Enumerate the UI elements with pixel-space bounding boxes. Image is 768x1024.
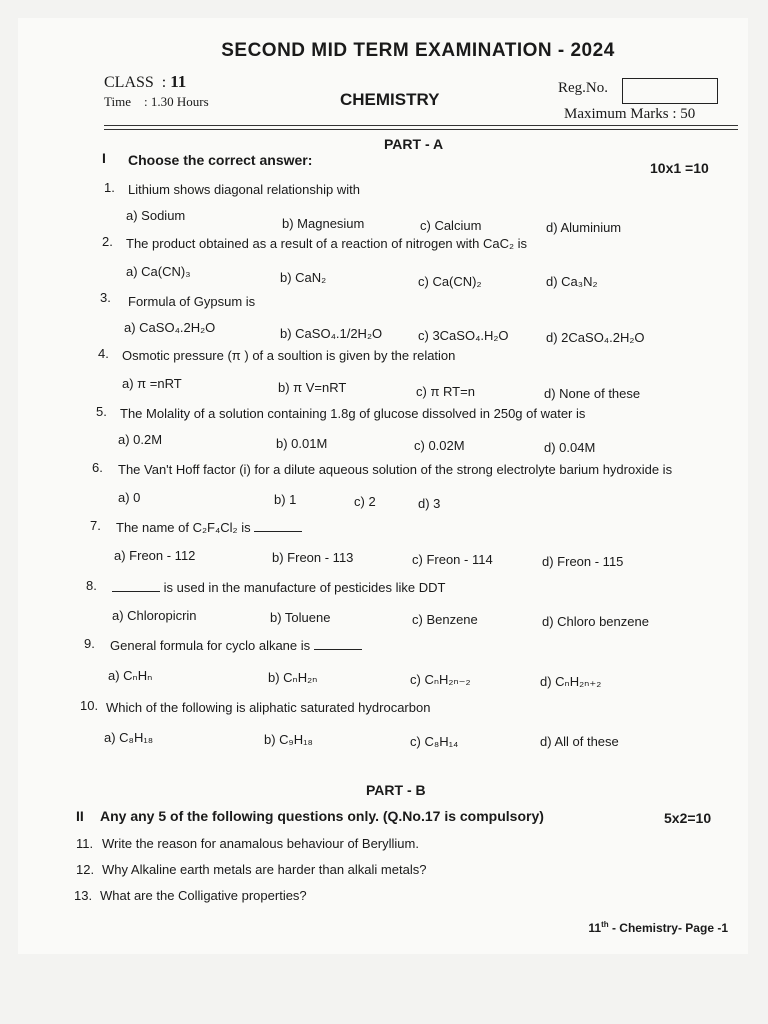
- option-c: c) Benzene: [412, 612, 478, 627]
- question-text: The name of C₂F₄Cl₂ is: [116, 520, 251, 535]
- option-c: c) C₈H₁₄: [410, 734, 459, 749]
- question-blank-line: [112, 580, 445, 595]
- time-label: Time: [104, 94, 131, 109]
- option-c: c) 0.02M: [414, 438, 465, 453]
- class-label: CLASS: [104, 74, 154, 91]
- question-number: 9.: [84, 636, 95, 651]
- time-info: Time : 1.30 Hours: [104, 94, 209, 109]
- footer-class-number: 11: [588, 921, 602, 935]
- option-a: a) CₙHₙ: [108, 668, 153, 683]
- option-c: c) CₙH₂ₙ₋₂: [410, 672, 471, 687]
- exam-sheet: [18, 18, 748, 954]
- option-a: a) π =nRT: [122, 376, 182, 391]
- part-a-heading: PART - A: [384, 136, 444, 152]
- question-number: 8.: [86, 578, 97, 593]
- question-text: Lithium shows diagonal relationship with: [128, 182, 360, 197]
- question-number: 7.: [90, 518, 101, 533]
- question-text: The Van't Hoff factor (i) for a dilute aqueous solution of the strong electrolyte barium hydroxide is: [118, 462, 673, 477]
- option-a: a) Freon - 112: [114, 548, 196, 563]
- exam-title: SECOND MID TERM EXAMINATION - 2024: [221, 40, 615, 61]
- option-c: c) Ca(CN)₂: [418, 274, 482, 289]
- question-number: 3.: [100, 290, 111, 305]
- part-b-heading: PART - B: [366, 782, 426, 798]
- option-b: b) C₉H₁₈: [264, 732, 313, 747]
- option-b: b) CaN₂: [280, 270, 327, 285]
- option-a: a) Chloropicrin: [112, 608, 197, 623]
- part-a-instruction: Choose the correct answer:: [128, 152, 313, 168]
- question-number: 2.: [102, 234, 113, 249]
- question-number: 13.: [74, 888, 93, 903]
- option-b: b) Magnesium: [282, 216, 365, 231]
- answer-blank: [314, 649, 362, 650]
- class-info: CLASS : 11: [104, 72, 187, 91]
- option-d: d) 3: [418, 496, 441, 511]
- option-d: d) CₙH₂ₙ₊₂: [540, 674, 602, 689]
- option-c: c) 2: [354, 494, 376, 509]
- option-d: d) All of these: [540, 734, 619, 749]
- reg-no-label: Reg.No.: [558, 80, 608, 96]
- option-b: b) CaSO₄.1/2H₂O: [280, 326, 383, 341]
- option-b: b) 1: [274, 492, 297, 507]
- question-text: Osmotic pressure (π ) of a soultion is given by the relation: [122, 348, 456, 363]
- option-c: c) Calcium: [420, 218, 482, 233]
- question-text: Formula of Gypsum is: [128, 294, 256, 309]
- option-a: a) Sodium: [126, 208, 186, 223]
- option-d: d) Ca₃N₂: [546, 274, 598, 289]
- question-number: 10.: [80, 698, 99, 713]
- subject-title: CHEMISTRY: [340, 90, 440, 109]
- answer-blank: [254, 531, 302, 532]
- question-blank-line: [116, 520, 302, 535]
- option-a: a) C₈H₁₈: [104, 730, 154, 745]
- option-a: a) 0.2M: [118, 432, 163, 447]
- section-roman-numeral: II: [76, 808, 84, 824]
- question-number: 5.: [96, 404, 107, 419]
- option-c: c) Freon - 114: [412, 552, 493, 567]
- option-d: d) Chloro benzene: [542, 614, 649, 629]
- question-text: Which of the following is aliphatic saturated hydrocarbon: [106, 700, 431, 715]
- option-d: d) None of these: [544, 386, 641, 401]
- question-number: 6.: [92, 460, 103, 475]
- question-text: General formula for cyclo alkane is: [110, 638, 311, 653]
- question-text: The Molality of a solution containing 1.8g of glucose dissolved in 250g of water is: [120, 406, 586, 421]
- option-b: b) π V=nRT: [278, 380, 347, 395]
- header-divider: [104, 125, 738, 126]
- option-d: d) 2CaSO₄.2H₂O: [546, 330, 645, 345]
- option-d: d) Freon - 115: [542, 554, 624, 569]
- part-a-marks: 10x1 =10: [650, 160, 709, 176]
- section-roman-numeral: I: [102, 150, 106, 166]
- question-text: The product obtained as a result of a reaction of nitrogen with CaC₂ is: [126, 236, 528, 251]
- option-b: b) 0.01M: [276, 436, 328, 451]
- footer-text: - Chemistry- Page -1: [608, 921, 728, 935]
- option-b: b) Freon - 113: [272, 550, 354, 565]
- option-d: d) Aluminium: [546, 220, 622, 235]
- question-blank-line: [110, 638, 362, 653]
- time-value: 1.30 Hours: [150, 94, 209, 109]
- footer-ordinal: th: [601, 920, 609, 929]
- question-text: Why Alkaline earth metals are harder than alkali metals?: [102, 862, 427, 877]
- part-b-instruction: Any any 5 of the following questions only. (Q.No.17 is compulsory): [100, 808, 544, 824]
- question-number: 4.: [98, 346, 109, 361]
- answer-blank: [112, 591, 160, 592]
- option-a: a) CaSO₄.2H₂O: [124, 320, 216, 335]
- option-a: a) Ca(CN)₃: [126, 264, 191, 279]
- option-a: a) 0: [118, 490, 141, 505]
- part-b-marks: 5x2=10: [664, 810, 712, 826]
- max-marks: Maximum Marks : 50: [564, 106, 696, 122]
- question-text: Write the reason for anamalous behaviour of Beryllium.: [102, 836, 419, 851]
- reg-no-box[interactable]: [622, 78, 718, 104]
- option-b: b) Toluene: [270, 610, 331, 625]
- question-text: is used in the manufacture of pesticides like DDT: [163, 580, 446, 595]
- option-c: c) π RT=n: [416, 384, 475, 399]
- class-value: 11: [170, 72, 187, 91]
- question-number: 11.: [76, 836, 94, 851]
- question-number: 1.: [104, 180, 115, 195]
- option-b: b) CₙH₂ₙ: [268, 670, 318, 685]
- question-number: 12.: [76, 862, 95, 877]
- question-text: What are the Colligative properties?: [100, 888, 307, 903]
- option-d: d) 0.04M: [544, 440, 596, 455]
- header-divider-inner: [104, 129, 738, 130]
- page-footer: [588, 920, 728, 935]
- option-c: c) 3CaSO₄.H₂O: [418, 328, 509, 343]
